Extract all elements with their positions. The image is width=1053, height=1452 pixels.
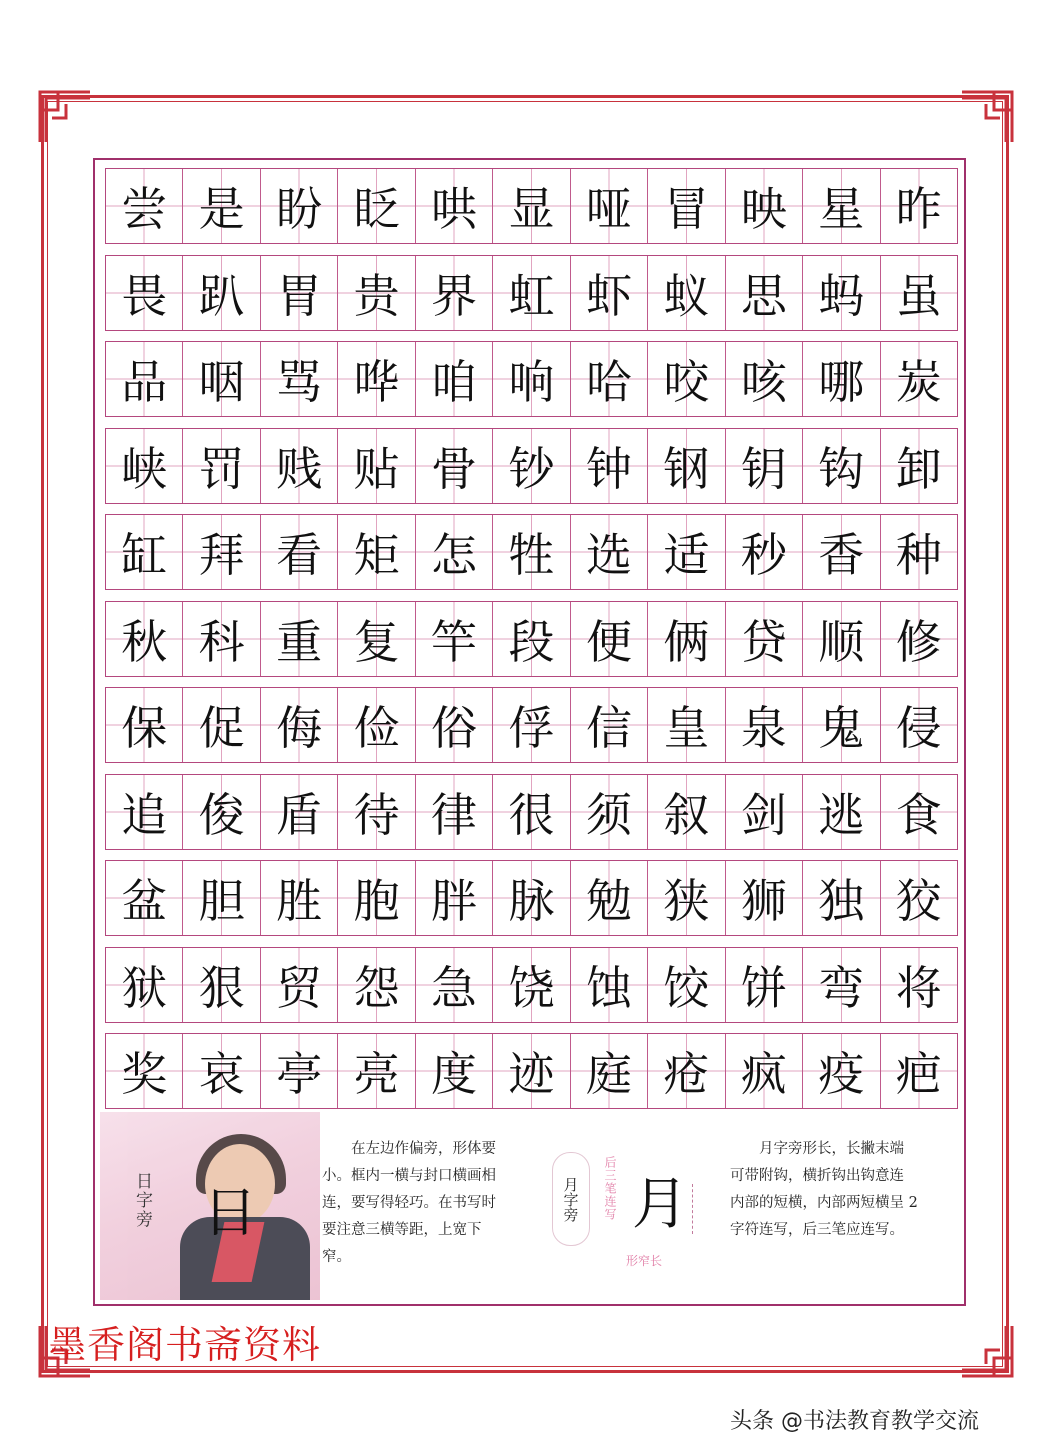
practice-character: 昨 — [881, 169, 957, 243]
practice-character: 怎 — [416, 515, 493, 589]
practice-character: 狡 — [881, 861, 957, 935]
practice-character: 是 — [183, 169, 260, 243]
practice-character: 骨 — [416, 429, 493, 503]
practice-character: 怨 — [338, 948, 415, 1022]
practice-character: 思 — [726, 256, 803, 330]
practice-character: 响 — [493, 342, 570, 416]
practice-character: 蚁 — [648, 256, 725, 330]
practice-character: 看 — [261, 515, 338, 589]
grid-row — [105, 341, 958, 417]
practice-character: 显 — [493, 169, 570, 243]
practice-character: 食 — [881, 775, 957, 849]
practice-character: 促 — [183, 688, 260, 762]
left-radical-description: 在左边作偏旁，形体要小。框内一横与封口横画相连，要写得轻巧。在书写时要注意三横等距，上宽下窄。 — [322, 1141, 496, 1265]
practice-character: 罚 — [183, 429, 260, 503]
corner-ornament-bottom-right — [958, 1322, 1016, 1380]
grid-row — [105, 774, 958, 850]
practice-character: 追 — [106, 775, 183, 849]
stroke-order-note: 后三笔连写 — [603, 1156, 617, 1221]
right-radical-description: 月字旁形长，长撇末端可带附钩，横折钩出钩意连内部的短横，内部两短横呈 2 字符连写，后三笔应连写。 — [730, 1141, 918, 1238]
practice-character: 蚂 — [803, 256, 880, 330]
practice-character: 重 — [261, 602, 338, 676]
practice-character: 亮 — [338, 1034, 415, 1108]
practice-character: 哗 — [338, 342, 415, 416]
practice-character: 虽 — [881, 256, 957, 330]
practice-character: 咳 — [726, 342, 803, 416]
practice-character: 俩 — [648, 602, 725, 676]
practice-character: 鬼 — [803, 688, 880, 762]
practice-character: 俊 — [183, 775, 260, 849]
practice-character: 矩 — [338, 515, 415, 589]
practice-character: 俗 — [416, 688, 493, 762]
practice-character: 勉 — [571, 861, 648, 935]
practice-character: 哄 — [416, 169, 493, 243]
practice-character: 保 — [106, 688, 183, 762]
practice-character: 逃 — [803, 775, 880, 849]
practice-character: 贵 — [338, 256, 415, 330]
practice-character: 竿 — [416, 602, 493, 676]
practice-character: 胜 — [261, 861, 338, 935]
practice-character: 狮 — [726, 861, 803, 935]
character-grid — [105, 168, 958, 1120]
practice-character: 贷 — [726, 602, 803, 676]
practice-character: 盼 — [261, 169, 338, 243]
practice-character: 脉 — [493, 861, 570, 935]
practice-character: 蚀 — [571, 948, 648, 1022]
left-radical-glyph: 日 — [203, 1181, 257, 1244]
practice-character: 剑 — [726, 775, 803, 849]
practice-character: 哈 — [571, 342, 648, 416]
practice-character: 迹 — [493, 1034, 570, 1108]
attribution-text: 头条 @书法教育教学交流 — [730, 1409, 979, 1434]
practice-character: 品 — [106, 342, 183, 416]
practice-character: 庭 — [571, 1034, 648, 1108]
practice-character: 骂 — [261, 342, 338, 416]
practice-character: 贱 — [261, 429, 338, 503]
practice-character: 独 — [803, 861, 880, 935]
practice-character: 疯 — [726, 1034, 803, 1108]
practice-character: 侮 — [261, 688, 338, 762]
practice-character: 畏 — [106, 256, 183, 330]
practice-character: 贸 — [261, 948, 338, 1022]
practice-character: 段 — [493, 602, 570, 676]
practice-character: 映 — [726, 169, 803, 243]
practice-character: 信 — [571, 688, 648, 762]
practice-character: 胞 — [338, 861, 415, 935]
practice-character: 急 — [416, 948, 493, 1022]
practice-character: 皇 — [648, 688, 725, 762]
practice-character: 钟 — [571, 429, 648, 503]
grid-row — [105, 860, 958, 936]
practice-character: 尝 — [106, 169, 183, 243]
practice-character: 钢 — [648, 429, 725, 503]
corner-ornament-top-left — [36, 88, 94, 146]
practice-character: 趴 — [183, 256, 260, 330]
practice-character: 咱 — [416, 342, 493, 416]
left-radical-label: 日字旁 — [132, 1172, 152, 1229]
right-radical-label: 月字旁 — [552, 1152, 590, 1246]
practice-character: 律 — [416, 775, 493, 849]
practice-character: 盾 — [261, 775, 338, 849]
practice-character: 亭 — [261, 1034, 338, 1108]
shape-note: 形窄长 — [626, 1254, 663, 1268]
practice-character: 疮 — [648, 1034, 725, 1108]
practice-character: 拜 — [183, 515, 260, 589]
practice-character: 疤 — [881, 1034, 957, 1108]
practice-character: 修 — [881, 602, 957, 676]
practice-character: 钩 — [803, 429, 880, 503]
practice-character: 顺 — [803, 602, 880, 676]
practice-character: 疫 — [803, 1034, 880, 1108]
practice-character: 适 — [648, 515, 725, 589]
practice-character: 咽 — [183, 342, 260, 416]
practice-character: 俘 — [493, 688, 570, 762]
corner-ornament-top-right — [958, 88, 1016, 146]
practice-character: 须 — [571, 775, 648, 849]
practice-character: 很 — [493, 775, 570, 849]
practice-character: 饶 — [493, 948, 570, 1022]
practice-character: 饼 — [726, 948, 803, 1022]
practice-character: 炭 — [881, 342, 957, 416]
grid-row — [105, 255, 958, 331]
practice-character: 将 — [881, 948, 957, 1022]
practice-character: 待 — [338, 775, 415, 849]
glyph-guide-line — [692, 1184, 694, 1234]
practice-character: 狭 — [648, 861, 725, 935]
practice-character: 咬 — [648, 342, 725, 416]
practice-character: 胖 — [416, 861, 493, 935]
practice-character: 哪 — [803, 342, 880, 416]
practice-character: 复 — [338, 602, 415, 676]
right-radical-glyph: 月 — [632, 1172, 688, 1237]
practice-character: 缸 — [106, 515, 183, 589]
practice-character: 峡 — [106, 429, 183, 503]
practice-character: 饺 — [648, 948, 725, 1022]
practice-character: 哀 — [183, 1034, 260, 1108]
practice-character: 香 — [803, 515, 880, 589]
practice-character: 钞 — [493, 429, 570, 503]
practice-character: 星 — [803, 169, 880, 243]
practice-character: 狱 — [106, 948, 183, 1022]
practice-character: 奖 — [106, 1034, 183, 1108]
radical-explanation-panel — [100, 1112, 960, 1300]
practice-character: 侵 — [881, 688, 957, 762]
practice-character: 哑 — [571, 169, 648, 243]
practice-character: 科 — [183, 602, 260, 676]
practice-character: 秋 — [106, 602, 183, 676]
practice-character: 卸 — [881, 429, 957, 503]
practice-character: 冒 — [648, 169, 725, 243]
practice-character: 狠 — [183, 948, 260, 1022]
practice-character: 界 — [416, 256, 493, 330]
watermark-text: 墨香阁书斋资料 — [48, 1323, 322, 1367]
practice-character: 贴 — [338, 429, 415, 503]
practice-character: 秒 — [726, 515, 803, 589]
practice-character: 弯 — [803, 948, 880, 1022]
practice-character: 种 — [881, 515, 957, 589]
practice-character: 选 — [571, 515, 648, 589]
practice-character: 度 — [416, 1034, 493, 1108]
practice-character: 虹 — [493, 256, 570, 330]
grid-row — [105, 168, 958, 244]
grid-row — [105, 687, 958, 763]
practice-character: 钥 — [726, 429, 803, 503]
grid-row — [105, 601, 958, 677]
grid-row — [105, 514, 958, 590]
practice-character: 便 — [571, 602, 648, 676]
grid-row — [105, 1033, 958, 1109]
grid-row — [105, 947, 958, 1023]
practice-character: 泉 — [726, 688, 803, 762]
practice-character: 眨 — [338, 169, 415, 243]
grid-row — [105, 428, 958, 504]
practice-character: 盆 — [106, 861, 183, 935]
practice-character: 牲 — [493, 515, 570, 589]
practice-character: 叙 — [648, 775, 725, 849]
practice-character: 俭 — [338, 688, 415, 762]
practice-character: 胃 — [261, 256, 338, 330]
practice-character: 虾 — [571, 256, 648, 330]
practice-character: 胆 — [183, 861, 260, 935]
